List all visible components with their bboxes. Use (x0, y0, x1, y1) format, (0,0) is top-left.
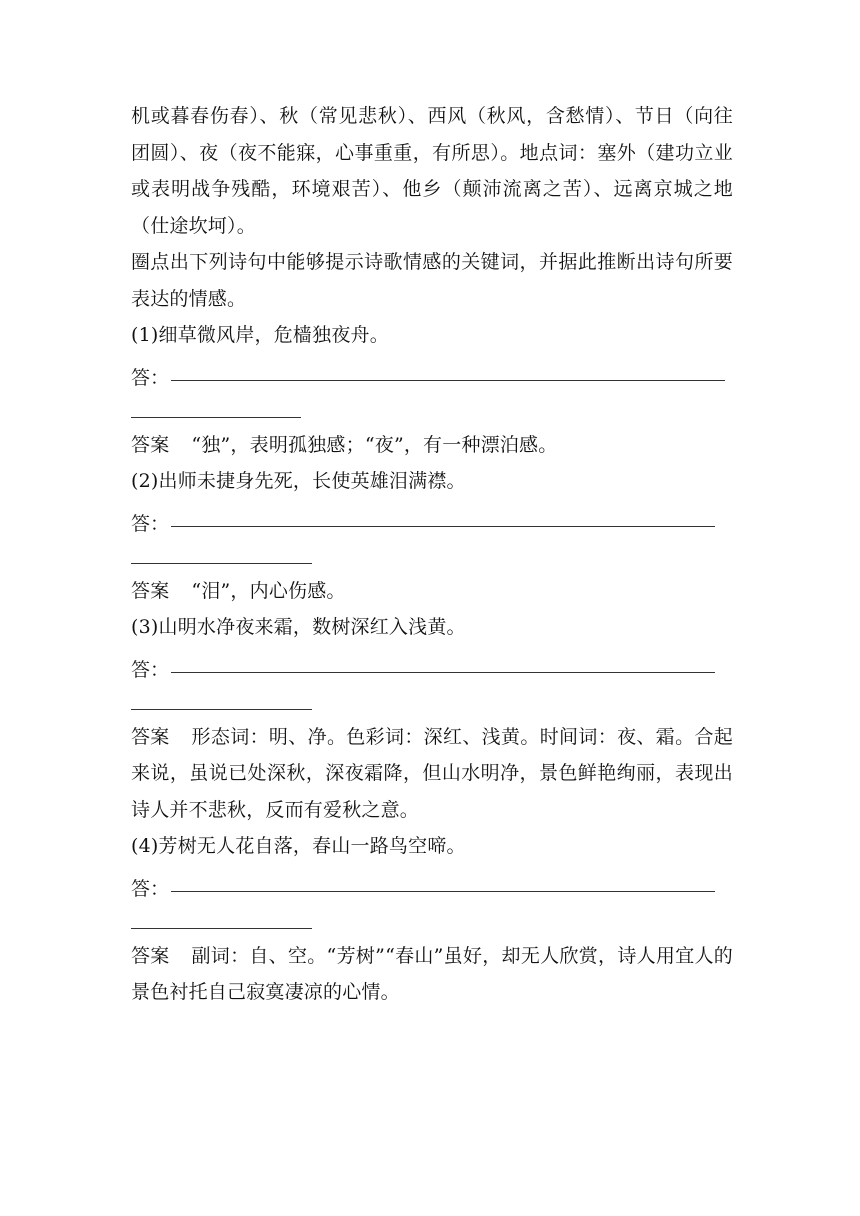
answer-key-paragraph (131, 427, 733, 464)
answer-key-label: 答案 (131, 944, 170, 967)
answer-blank-line[interactable] (171, 526, 715, 527)
answer-blank-row (131, 646, 733, 683)
answer-key-text: “独”，表明孤独感；“夜”，有一种漂泊感。 (191, 433, 558, 456)
answer-label: 答： (131, 367, 170, 389)
document-page (131, 98, 733, 1011)
answer-key-paragraph (131, 573, 733, 610)
answer-blank-line[interactable] (171, 380, 725, 381)
answer-blank-line[interactable] (131, 928, 312, 929)
answer-key-text: 副词：自、空。“芳树”“春山”虽好，却无人欣赏，诗人用宜人的景色衬托自己寂寞凄凉的心情。 (131, 944, 733, 1003)
answer-blank-row (131, 901, 733, 938)
answer-blank-line[interactable] (171, 672, 715, 673)
answer-blank-row (131, 354, 733, 391)
answer-key-label: 答案 (131, 579, 170, 602)
question-prompt: (2)出师未捷身先死，长使英雄泪满襟。 (131, 470, 466, 492)
answer-label: 答： (131, 878, 170, 900)
intro-paragraph: 机或暮春伤春）、秋（常见悲秋）、西风（秋风，含愁情）、节日（向往团圆）、夜（夜不能寐，心事重重，有所思）。地点词：塞外（建功立业或表明战争残酷，环境艰苦）、他乡（颠沛流离之苦）、远离京城之地（仕途坎坷）。 (131, 105, 733, 237)
answer-key-paragraph (131, 938, 733, 1011)
answer-blank-row (131, 536, 733, 573)
answer-key-label: 答案 (131, 433, 170, 456)
question-prompt: (4)芳树无人花自落，春山一路鸟空啼。 (131, 835, 466, 857)
answer-label: 答： (131, 659, 170, 681)
answer-blank-row (131, 682, 733, 719)
answer-key-text: “泪”，内心伤感。 (191, 579, 346, 602)
answer-key-text: 形态词：明、净。色彩词：深红、浅黄。时间词：夜、霜。合起来说，虽说已处深秋，深夜霜降，但山水明净，景色鲜艳绚丽，表现出诗人并不悲秋，反而有爱秋之意。 (131, 725, 733, 821)
question-prompt: (3)山明水净夜来霜，数树深红入浅黄。 (131, 616, 466, 638)
answer-label: 答： (131, 513, 170, 535)
answer-blank-line[interactable] (171, 891, 715, 892)
answer-blank-row (131, 500, 733, 537)
answer-blank-row (131, 390, 733, 427)
answer-blank-line[interactable] (131, 417, 301, 418)
question-prompt: (1)细草微风岸，危樯独夜舟。 (131, 324, 389, 346)
answer-blank-line[interactable] (131, 709, 312, 710)
answer-key-paragraph (131, 719, 733, 829)
answer-key-label: 答案 (131, 725, 170, 748)
instruction-paragraph: 圈点出下列诗句中能够提示诗歌情感的关键词，并据此推断出诗句所要表达的情感。 (131, 251, 733, 310)
answer-blank-row (131, 865, 733, 902)
answer-blank-line[interactable] (131, 563, 312, 564)
